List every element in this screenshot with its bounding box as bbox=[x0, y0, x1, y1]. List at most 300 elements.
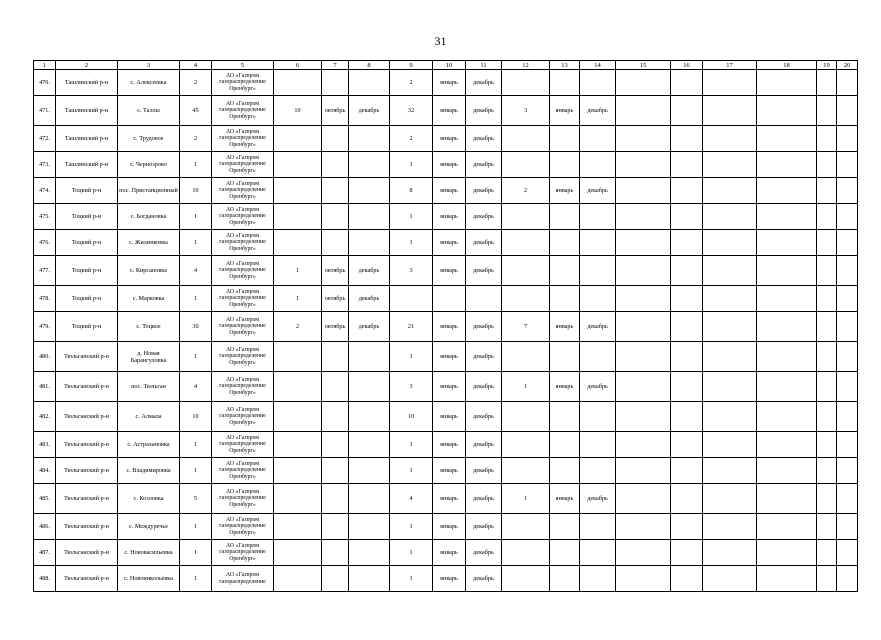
table-cell: декабрь bbox=[580, 96, 616, 126]
table-cell bbox=[616, 96, 671, 126]
table-cell bbox=[322, 372, 349, 402]
table-row bbox=[34, 402, 858, 432]
table-cell bbox=[502, 70, 550, 96]
table-cell bbox=[703, 96, 757, 126]
table-cell: 4 bbox=[390, 484, 433, 514]
table-cell: Тоцкий р-н bbox=[56, 286, 118, 312]
table-cell bbox=[616, 566, 671, 592]
table-cell bbox=[817, 514, 837, 540]
table-row bbox=[34, 540, 858, 566]
table-row bbox=[34, 484, 858, 514]
table-cell bbox=[703, 514, 757, 540]
column-number: 8 bbox=[349, 61, 390, 70]
table-cell: 3 bbox=[390, 256, 433, 286]
table-cell bbox=[616, 230, 671, 256]
table-cell: 477. bbox=[34, 256, 56, 286]
table-cell bbox=[349, 458, 390, 484]
table-cell: 475. bbox=[34, 204, 56, 230]
table-cell bbox=[671, 230, 703, 256]
table-cell bbox=[322, 484, 349, 514]
table-cell bbox=[817, 256, 837, 286]
column-number: 12 bbox=[502, 61, 550, 70]
table-cell bbox=[616, 204, 671, 230]
table-cell bbox=[671, 566, 703, 592]
table-cell: декабрь bbox=[349, 96, 390, 126]
table-cell: пос. Тюльган bbox=[118, 372, 180, 402]
table-cell bbox=[837, 402, 858, 432]
column-number: 6 bbox=[274, 61, 322, 70]
table-cell bbox=[837, 312, 858, 342]
table-cell bbox=[837, 458, 858, 484]
column-number: 2 bbox=[56, 61, 118, 70]
table-cell bbox=[616, 458, 671, 484]
table-cell bbox=[703, 372, 757, 402]
table-cell bbox=[502, 566, 550, 592]
table-cell bbox=[757, 458, 817, 484]
table-cell bbox=[817, 204, 837, 230]
table-cell: декабрь bbox=[466, 566, 502, 592]
table-cell bbox=[322, 204, 349, 230]
table-cell bbox=[322, 566, 349, 592]
table-cell: 487. bbox=[34, 540, 56, 566]
table-cell bbox=[550, 402, 580, 432]
table-cell bbox=[349, 204, 390, 230]
table-cell: 10 bbox=[390, 402, 433, 432]
table-cell bbox=[616, 484, 671, 514]
table-cell bbox=[817, 342, 837, 372]
table-cell bbox=[322, 126, 349, 152]
table-cell bbox=[817, 432, 837, 458]
table-cell: январь bbox=[433, 230, 466, 256]
table-cell: 5 bbox=[180, 484, 212, 514]
table-cell bbox=[817, 312, 837, 342]
table-cell: Тюльганский р-н bbox=[56, 458, 118, 484]
table-cell bbox=[671, 372, 703, 402]
table-cell bbox=[837, 126, 858, 152]
column-number: 17 bbox=[703, 61, 757, 70]
table-cell: с. Алмала bbox=[118, 402, 180, 432]
table-cell: Ташлинский р-н bbox=[56, 152, 118, 178]
table-cell bbox=[703, 484, 757, 514]
page-number: 31 bbox=[434, 34, 447, 48]
column-number: 1 bbox=[34, 61, 56, 70]
table-cell: декабрь bbox=[466, 204, 502, 230]
table-cell bbox=[757, 566, 817, 592]
table-cell bbox=[757, 256, 817, 286]
table-cell: с. Жилинковка bbox=[118, 230, 180, 256]
table-cell bbox=[502, 342, 550, 372]
table-cell bbox=[322, 540, 349, 566]
table-cell bbox=[274, 126, 322, 152]
table-cell bbox=[349, 372, 390, 402]
table-cell bbox=[550, 152, 580, 178]
table-cell bbox=[837, 540, 858, 566]
table-cell: АО «Газпром газораспределение Оренбург» bbox=[212, 458, 274, 484]
table-cell bbox=[703, 402, 757, 432]
table-cell bbox=[322, 432, 349, 458]
table-cell bbox=[837, 70, 858, 96]
table-cell bbox=[274, 566, 322, 592]
table-cell: январь bbox=[550, 372, 580, 402]
table-cell bbox=[580, 286, 616, 312]
table-cell bbox=[757, 432, 817, 458]
table-cell: 484. bbox=[34, 458, 56, 484]
column-number: 3 bbox=[118, 61, 180, 70]
table-cell: 1 bbox=[390, 152, 433, 178]
table-cell: с. Междуречье bbox=[118, 514, 180, 540]
table-cell: Тюльганский р-н bbox=[56, 402, 118, 432]
table-cell bbox=[837, 484, 858, 514]
table-cell bbox=[274, 178, 322, 204]
table-cell: декабрь bbox=[466, 432, 502, 458]
table-cell: 45 bbox=[180, 96, 212, 126]
table-cell: 1 bbox=[390, 540, 433, 566]
table-cell bbox=[466, 286, 502, 312]
table-cell: 486. bbox=[34, 514, 56, 540]
table-cell bbox=[616, 256, 671, 286]
table-cell: 1 bbox=[390, 432, 433, 458]
table-cell bbox=[817, 402, 837, 432]
table-cell: декабрь bbox=[580, 178, 616, 204]
table-cell: АО «Газпром газораспределение Оренбург» bbox=[212, 540, 274, 566]
table-cell: 472. bbox=[34, 126, 56, 152]
table-cell: Тюльганский р-н bbox=[56, 540, 118, 566]
column-number: 9 bbox=[390, 61, 433, 70]
table-cell bbox=[349, 514, 390, 540]
table-cell bbox=[349, 152, 390, 178]
table-cell bbox=[550, 204, 580, 230]
table-cell bbox=[703, 566, 757, 592]
table-cell bbox=[671, 402, 703, 432]
table-cell bbox=[616, 178, 671, 204]
table-cell: декабрь bbox=[466, 256, 502, 286]
table-cell bbox=[274, 484, 322, 514]
table-cell: 7 bbox=[502, 312, 550, 342]
table-cell: январь bbox=[433, 178, 466, 204]
column-number: 4 bbox=[180, 61, 212, 70]
table-cell: 21 bbox=[390, 312, 433, 342]
table-cell: декабрь bbox=[580, 372, 616, 402]
table-cell bbox=[274, 372, 322, 402]
table-cell bbox=[322, 230, 349, 256]
table-row bbox=[34, 178, 858, 204]
table-cell bbox=[502, 152, 550, 178]
table-cell: январь bbox=[433, 126, 466, 152]
table-cell: с. Марковка bbox=[118, 286, 180, 312]
table-cell: декабрь bbox=[466, 178, 502, 204]
table-cell: АО «Газпром газораспределение Оренбург» bbox=[212, 312, 274, 342]
table-cell: январь bbox=[433, 256, 466, 286]
table-row bbox=[34, 126, 858, 152]
table-cell: АО «Газпром газораспределение Оренбург» bbox=[212, 204, 274, 230]
table-cell: 2 bbox=[390, 126, 433, 152]
table-cell: 481. bbox=[34, 372, 56, 402]
table-cell: 2 bbox=[274, 312, 322, 342]
table-cell bbox=[817, 372, 837, 402]
table-cell bbox=[550, 432, 580, 458]
table-cell: с. Богдановка bbox=[118, 204, 180, 230]
table-cell bbox=[671, 286, 703, 312]
table-cell bbox=[580, 204, 616, 230]
table-cell bbox=[550, 286, 580, 312]
table-cell: Тюльганский р-н bbox=[56, 514, 118, 540]
table-cell bbox=[703, 458, 757, 484]
table-cell: 1 bbox=[390, 342, 433, 372]
table-cell: Тоцкий р-н bbox=[56, 256, 118, 286]
table-cell: январь bbox=[550, 178, 580, 204]
table-cell bbox=[274, 540, 322, 566]
table-cell: 479. bbox=[34, 312, 56, 342]
table-cell: октябрь bbox=[322, 256, 349, 286]
table-cell: декабрь bbox=[466, 312, 502, 342]
table-cell bbox=[349, 484, 390, 514]
table-cell: 30 bbox=[180, 312, 212, 342]
table-cell: 1 bbox=[180, 566, 212, 592]
table-cell bbox=[616, 540, 671, 566]
table-cell bbox=[616, 286, 671, 312]
table-cell: январь bbox=[550, 484, 580, 514]
table-cell: 10 bbox=[180, 402, 212, 432]
table-cell: декабрь bbox=[580, 484, 616, 514]
table-cell bbox=[580, 126, 616, 152]
table-cell bbox=[616, 152, 671, 178]
table-cell bbox=[703, 432, 757, 458]
table-cell: 482. bbox=[34, 402, 56, 432]
table-cell bbox=[550, 514, 580, 540]
table-cell bbox=[616, 514, 671, 540]
table-cell: декабрь bbox=[466, 96, 502, 126]
table-cell: 473. bbox=[34, 152, 56, 178]
table-cell bbox=[580, 402, 616, 432]
table-cell bbox=[274, 204, 322, 230]
table-cell bbox=[817, 566, 837, 592]
table-cell: с. Кирсановка bbox=[118, 256, 180, 286]
table-cell bbox=[671, 342, 703, 372]
table-cell: 1 bbox=[502, 484, 550, 514]
table-cell bbox=[580, 458, 616, 484]
table-cell bbox=[757, 204, 817, 230]
table-cell bbox=[502, 432, 550, 458]
column-number: 7 bbox=[322, 61, 349, 70]
table-cell bbox=[757, 540, 817, 566]
table-cell bbox=[550, 256, 580, 286]
table-cell bbox=[703, 178, 757, 204]
table-row bbox=[34, 372, 858, 402]
column-number: 19 bbox=[817, 61, 837, 70]
table-cell bbox=[580, 70, 616, 96]
table-cell bbox=[274, 152, 322, 178]
table-cell bbox=[757, 230, 817, 256]
table-cell bbox=[837, 230, 858, 256]
table-cell bbox=[616, 402, 671, 432]
table-cell bbox=[703, 342, 757, 372]
table-cell: декабрь bbox=[466, 342, 502, 372]
table-cell: декабрь bbox=[466, 372, 502, 402]
table-cell: 1 bbox=[180, 204, 212, 230]
table-cell: 8 bbox=[390, 178, 433, 204]
table-cell: Тоцкий р-н bbox=[56, 178, 118, 204]
table-cell: 1 bbox=[180, 458, 212, 484]
table-cell: 474. bbox=[34, 178, 56, 204]
table-cell bbox=[817, 286, 837, 312]
column-number: 11 bbox=[466, 61, 502, 70]
table-cell: декабрь bbox=[466, 458, 502, 484]
table-cell bbox=[837, 342, 858, 372]
table-cell bbox=[322, 178, 349, 204]
table-cell: с. Нововасильевка bbox=[118, 540, 180, 566]
table-cell: 1 bbox=[180, 230, 212, 256]
table-cell: 471. bbox=[34, 96, 56, 126]
table-cell: 2 bbox=[390, 70, 433, 96]
table-cell bbox=[616, 70, 671, 96]
table-cell: январь bbox=[433, 484, 466, 514]
table-cell: январь bbox=[433, 96, 466, 126]
table-cell: 10 bbox=[180, 178, 212, 204]
table-cell bbox=[322, 402, 349, 432]
table-row bbox=[34, 566, 858, 592]
table-row bbox=[34, 342, 858, 372]
table-cell bbox=[274, 458, 322, 484]
table-cell: 483. bbox=[34, 432, 56, 458]
table-cell bbox=[274, 230, 322, 256]
table-cell bbox=[550, 566, 580, 592]
table-cell bbox=[757, 514, 817, 540]
table-cell bbox=[322, 458, 349, 484]
table-cell bbox=[757, 152, 817, 178]
table-row bbox=[34, 286, 858, 312]
table-row bbox=[34, 432, 858, 458]
table-cell: Тюльганский р-н bbox=[56, 566, 118, 592]
table-cell bbox=[349, 178, 390, 204]
table-cell bbox=[322, 70, 349, 96]
table-cell bbox=[502, 126, 550, 152]
table-cell bbox=[703, 256, 757, 286]
table-cell bbox=[671, 204, 703, 230]
table-cell: АО «Газпром газораспределение Оренбург» bbox=[212, 96, 274, 126]
table-cell bbox=[580, 514, 616, 540]
table-cell: АО «Газпром газораспределение Оренбург» bbox=[212, 514, 274, 540]
gasification-table bbox=[33, 60, 858, 592]
table-row bbox=[34, 256, 858, 286]
column-number: 14 bbox=[580, 61, 616, 70]
table-cell bbox=[502, 256, 550, 286]
table-cell: 1 bbox=[390, 514, 433, 540]
table-row bbox=[34, 514, 858, 540]
table-cell: декабрь bbox=[580, 312, 616, 342]
table-cell: с. Трудовое bbox=[118, 126, 180, 152]
table-cell: 32 bbox=[390, 96, 433, 126]
table-cell bbox=[671, 514, 703, 540]
table-cell bbox=[703, 286, 757, 312]
table-cell bbox=[580, 256, 616, 286]
table-cell: декабрь bbox=[466, 230, 502, 256]
table-cell: 1 bbox=[390, 566, 433, 592]
table-cell: пос. Пристанционный bbox=[118, 178, 180, 204]
table-cell bbox=[837, 514, 858, 540]
table-cell bbox=[322, 514, 349, 540]
table-cell bbox=[349, 70, 390, 96]
table-cell bbox=[817, 484, 837, 514]
table-cell bbox=[502, 204, 550, 230]
table-cell bbox=[837, 96, 858, 126]
table-cell bbox=[671, 484, 703, 514]
table-cell: декабрь bbox=[466, 152, 502, 178]
table-cell: 1 bbox=[180, 432, 212, 458]
table-cell bbox=[703, 230, 757, 256]
table-cell: декабрь bbox=[466, 402, 502, 432]
table-cell bbox=[703, 540, 757, 566]
table-cell bbox=[703, 204, 757, 230]
table-cell bbox=[817, 126, 837, 152]
table-cell: Ташлинский р-н bbox=[56, 126, 118, 152]
table-cell bbox=[550, 540, 580, 566]
table-cell bbox=[671, 96, 703, 126]
table-cell: 1 bbox=[274, 286, 322, 312]
table-cell bbox=[703, 152, 757, 178]
table-cell: АО «Газпром газораспределение Оренбург» bbox=[212, 372, 274, 402]
table-cell: 4 bbox=[180, 256, 212, 286]
table-cell bbox=[837, 204, 858, 230]
table-cell: 488. bbox=[34, 566, 56, 592]
table-row bbox=[34, 230, 858, 256]
table-cell: с. Чернозрово bbox=[118, 152, 180, 178]
table-cell bbox=[433, 286, 466, 312]
table-cell bbox=[502, 514, 550, 540]
table-cell: декабрь bbox=[466, 514, 502, 540]
table-cell: Тюльганский р-н bbox=[56, 432, 118, 458]
table-cell bbox=[757, 70, 817, 96]
table-cell: 1 bbox=[180, 540, 212, 566]
table-cell bbox=[550, 230, 580, 256]
table-cell bbox=[580, 342, 616, 372]
table-cell bbox=[757, 402, 817, 432]
table-cell bbox=[502, 286, 550, 312]
table-cell: АО «Газпром газораспределение Оренбург» bbox=[212, 152, 274, 178]
table-cell: с. Новоникольевка bbox=[118, 566, 180, 592]
table-cell bbox=[757, 286, 817, 312]
table-cell: 3 bbox=[390, 372, 433, 402]
table-cell: Тоцкий р-н bbox=[56, 230, 118, 256]
table-cell bbox=[817, 152, 837, 178]
table-cell bbox=[703, 70, 757, 96]
table-cell: Тюльганский р-н bbox=[56, 342, 118, 372]
table-cell bbox=[837, 178, 858, 204]
column-number: 20 bbox=[837, 61, 858, 70]
table-cell bbox=[757, 126, 817, 152]
table-cell: 485. bbox=[34, 484, 56, 514]
table-cell: январь bbox=[433, 514, 466, 540]
table-cell: АО «Газпром газораспределение Оренбург» bbox=[212, 342, 274, 372]
table-cell bbox=[274, 402, 322, 432]
table-cell: декабрь bbox=[466, 70, 502, 96]
table-cell: АО «Газпром газораспределение Оренбург» bbox=[212, 70, 274, 96]
table-cell: 1 bbox=[274, 256, 322, 286]
table-cell: с. Астрахановка bbox=[118, 432, 180, 458]
table-cell bbox=[671, 126, 703, 152]
table-cell bbox=[817, 70, 837, 96]
table-cell: АО «Газпром газораспределение Оренбург» bbox=[212, 432, 274, 458]
table-cell: 3 bbox=[502, 96, 550, 126]
table-cell bbox=[671, 432, 703, 458]
table-cell bbox=[837, 256, 858, 286]
table-cell: Тоцкий р-н bbox=[56, 204, 118, 230]
table-cell: 2 bbox=[180, 126, 212, 152]
column-number-row bbox=[34, 61, 858, 70]
table-cell bbox=[349, 540, 390, 566]
column-number: 18 bbox=[757, 61, 817, 70]
table-cell: с. Козловка bbox=[118, 484, 180, 514]
table-cell: декабрь bbox=[466, 484, 502, 514]
